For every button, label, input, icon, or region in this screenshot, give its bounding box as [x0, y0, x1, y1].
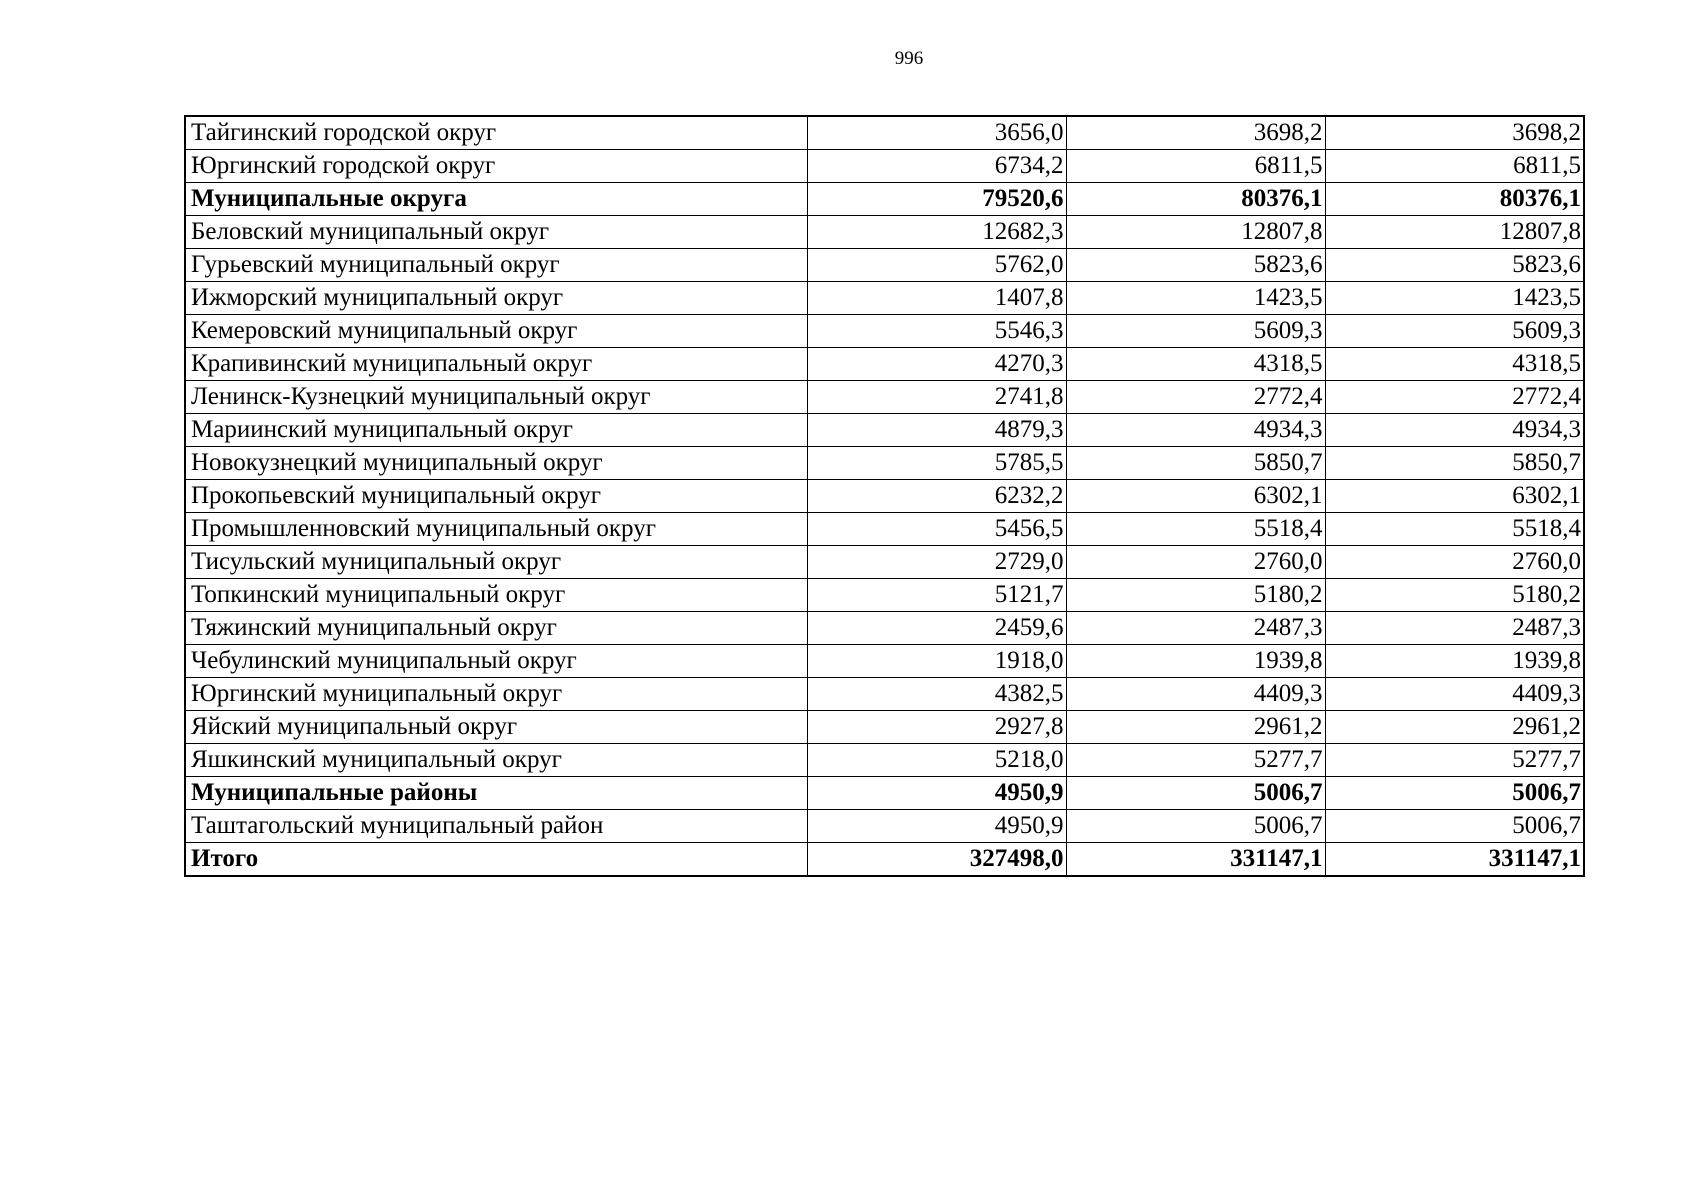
row-value-1-cell: 4382,5	[807, 678, 1066, 711]
row-value-1-cell: 4950,9	[807, 810, 1066, 843]
row-value-2-cell: 5850,7	[1066, 447, 1325, 480]
row-value-2-cell: 80376,1	[1066, 183, 1325, 216]
row-name-cell: Беловский муниципальный округ	[185, 216, 807, 249]
table-row	[185, 249, 1584, 282]
table-row	[185, 678, 1584, 711]
row-value-1-cell: 2459,6	[807, 612, 1066, 645]
row-value-3-cell: 4318,5	[1325, 348, 1584, 381]
row-value-3-cell: 1939,8	[1325, 645, 1584, 678]
table-row-subtotal	[185, 183, 1584, 216]
row-value-1-cell: 5121,7	[807, 579, 1066, 612]
row-value-1-cell: 4879,3	[807, 414, 1066, 447]
row-name-cell: Топкинский муниципальный округ	[185, 579, 807, 612]
row-value-3-cell: 80376,1	[1325, 183, 1584, 216]
table-row	[185, 348, 1584, 381]
row-name-cell: Прокопьевский муниципальный округ	[185, 480, 807, 513]
row-value-1-cell: 1918,0	[807, 645, 1066, 678]
row-value-1-cell: 12682,3	[807, 216, 1066, 249]
table-row	[185, 116, 1584, 150]
row-value-3-cell: 2772,4	[1325, 381, 1584, 414]
row-value-1-cell: 4950,9	[807, 777, 1066, 810]
table-row	[185, 414, 1584, 447]
table-row	[185, 645, 1584, 678]
table-row	[185, 711, 1584, 744]
row-value-3-cell: 5823,6	[1325, 249, 1584, 282]
table-row	[185, 447, 1584, 480]
row-value-1-cell: 5218,0	[807, 744, 1066, 777]
row-value-3-cell: 5180,2	[1325, 579, 1584, 612]
row-value-2-cell: 5823,6	[1066, 249, 1325, 282]
row-value-2-cell: 12807,8	[1066, 216, 1325, 249]
row-name-cell: Тисульский муниципальный округ	[185, 546, 807, 579]
row-name-cell: Мариинский муниципальный округ	[185, 414, 807, 447]
row-name-cell: Чебулинский муниципальный округ	[185, 645, 807, 678]
row-value-3-cell: 5850,7	[1325, 447, 1584, 480]
row-name-cell: Крапивинский муниципальный округ	[185, 348, 807, 381]
row-value-3-cell: 12807,8	[1325, 216, 1584, 249]
row-value-1-cell: 6734,2	[807, 150, 1066, 183]
row-value-3-cell: 6302,1	[1325, 480, 1584, 513]
row-value-2-cell: 1423,5	[1066, 282, 1325, 315]
page-number: 996	[894, 48, 924, 69]
row-value-3-cell: 2760,0	[1325, 546, 1584, 579]
table-row	[185, 315, 1584, 348]
row-value-2-cell: 4318,5	[1066, 348, 1325, 381]
table-row	[185, 744, 1584, 777]
row-value-2-cell: 5518,4	[1066, 513, 1325, 546]
row-value-2-cell: 5609,3	[1066, 315, 1325, 348]
row-value-2-cell: 2487,3	[1066, 612, 1325, 645]
budget-table	[184, 115, 1585, 877]
table-row	[185, 282, 1584, 315]
row-value-2-cell: 2772,4	[1066, 381, 1325, 414]
row-name-cell: Муниципальные районы	[185, 777, 807, 810]
row-value-1-cell: 2927,8	[807, 711, 1066, 744]
row-name-cell: Муниципальные округа	[185, 183, 807, 216]
row-value-1-cell: 5762,0	[807, 249, 1066, 282]
row-value-1-cell: 3656,0	[807, 116, 1066, 150]
row-value-3-cell: 2961,2	[1325, 711, 1584, 744]
table-row	[185, 612, 1584, 645]
row-name-cell: Юргинский муниципальный округ	[185, 678, 807, 711]
row-value-3-cell: 5006,7	[1325, 810, 1584, 843]
row-value-2-cell: 5277,7	[1066, 744, 1325, 777]
row-value-3-cell: 5609,3	[1325, 315, 1584, 348]
row-value-1-cell: 4270,3	[807, 348, 1066, 381]
row-name-cell: Ленинск-Кузнецкий муниципальный округ	[185, 381, 807, 414]
row-value-1-cell: 327498,0	[807, 843, 1066, 877]
table-row	[185, 150, 1584, 183]
row-name-cell: Гурьевский муниципальный округ	[185, 249, 807, 282]
row-value-1-cell: 2729,0	[807, 546, 1066, 579]
table-row	[185, 810, 1584, 843]
row-name-cell: Кемеровский муниципальный округ	[185, 315, 807, 348]
row-value-2-cell: 3698,2	[1066, 116, 1325, 150]
table-row	[185, 546, 1584, 579]
row-value-2-cell: 6811,5	[1066, 150, 1325, 183]
row-value-1-cell: 6232,2	[807, 480, 1066, 513]
row-value-3-cell: 5006,7	[1325, 777, 1584, 810]
table-row-subtotal	[185, 777, 1584, 810]
table-row	[185, 381, 1584, 414]
table-row	[185, 579, 1584, 612]
row-name-cell: Таштагольский муниципальный район	[185, 810, 807, 843]
table-row	[185, 480, 1584, 513]
row-value-1-cell: 2741,8	[807, 381, 1066, 414]
row-value-1-cell: 1407,8	[807, 282, 1066, 315]
row-value-2-cell: 4934,3	[1066, 414, 1325, 447]
row-value-3-cell: 6811,5	[1325, 150, 1584, 183]
row-name-cell: Яшкинский муниципальный округ	[185, 744, 807, 777]
row-value-1-cell: 5546,3	[807, 315, 1066, 348]
row-value-2-cell: 2760,0	[1066, 546, 1325, 579]
row-value-3-cell: 1423,5	[1325, 282, 1584, 315]
row-name-cell: Яйский муниципальный округ	[185, 711, 807, 744]
table-row	[185, 513, 1584, 546]
row-value-3-cell: 4934,3	[1325, 414, 1584, 447]
row-value-2-cell: 2961,2	[1066, 711, 1325, 744]
row-name-cell: Итого	[185, 843, 807, 877]
row-value-2-cell: 5180,2	[1066, 579, 1325, 612]
row-value-3-cell: 2487,3	[1325, 612, 1584, 645]
row-value-2-cell: 4409,3	[1066, 678, 1325, 711]
row-value-2-cell: 5006,7	[1066, 810, 1325, 843]
row-value-3-cell: 4409,3	[1325, 678, 1584, 711]
table-body	[185, 116, 1584, 876]
row-name-cell: Тайгинский городской округ	[185, 116, 807, 150]
row-value-1-cell: 5456,5	[807, 513, 1066, 546]
row-name-cell: Юргинский городской округ	[185, 150, 807, 183]
row-name-cell: Новокузнецкий муниципальный округ	[185, 447, 807, 480]
row-value-1-cell: 79520,6	[807, 183, 1066, 216]
row-name-cell: Тяжинский муниципальный округ	[185, 612, 807, 645]
row-value-3-cell: 5518,4	[1325, 513, 1584, 546]
row-value-2-cell: 5006,7	[1066, 777, 1325, 810]
row-value-2-cell: 1939,8	[1066, 645, 1325, 678]
row-value-3-cell: 5277,7	[1325, 744, 1584, 777]
row-value-2-cell: 6302,1	[1066, 480, 1325, 513]
row-value-1-cell: 5785,5	[807, 447, 1066, 480]
row-name-cell: Ижморский муниципальный округ	[185, 282, 807, 315]
row-value-3-cell: 331147,1	[1325, 843, 1584, 877]
row-name-cell: Промышленновский муниципальный округ	[185, 513, 807, 546]
row-value-3-cell: 3698,2	[1325, 116, 1584, 150]
table-row	[185, 216, 1584, 249]
table-row-subtotal	[185, 843, 1584, 877]
row-value-2-cell: 331147,1	[1066, 843, 1325, 877]
